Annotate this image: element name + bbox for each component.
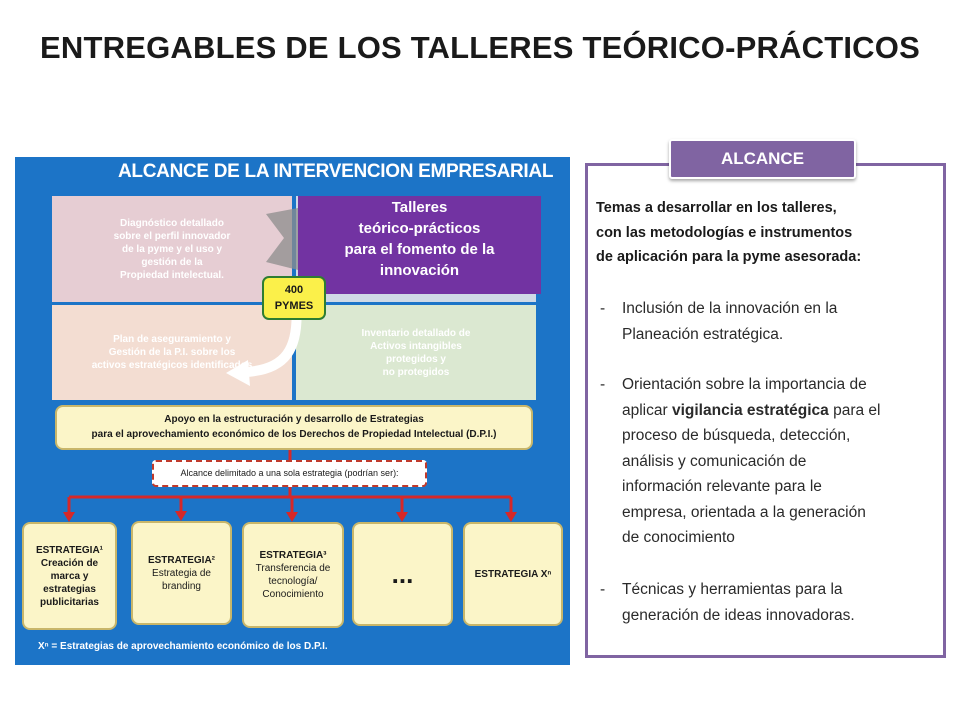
strategy-line: branding — [162, 580, 201, 592]
arrow-head-icon — [505, 512, 517, 522]
pymes-label: PYMES — [274, 300, 314, 312]
strategy-card — [463, 522, 563, 626]
panel-intro — [596, 196, 941, 270]
arrow-head-icon — [396, 512, 408, 522]
strategy-title: ESTRATEGIA² — [147, 554, 216, 566]
strategy-line: marca y — [50, 570, 89, 582]
figure-footer-note: Xⁿ = Estrategias de aprovechamiento económico de los D.P.I. — [38, 641, 328, 652]
cell-line: sobre el perfil innovador — [113, 230, 231, 242]
strategy-line: estrategias — [43, 583, 96, 595]
bullet-line: Orientación sobre la importancia de — [622, 376, 867, 393]
cell-line: gestión de la — [141, 256, 203, 268]
bullet-line: generación de ideas innovadoras. — [622, 606, 855, 624]
strategy-line: Conocimiento — [262, 589, 324, 600]
strategy-line: Estrategia de — [152, 567, 211, 579]
bullet-text: para el — [828, 401, 881, 419]
bullet-line: información relevante para le — [622, 478, 822, 495]
bullet-line — [600, 398, 940, 424]
arrow-head-icon — [63, 512, 75, 522]
cell-line: Diagnóstico detallado — [120, 217, 224, 229]
apoyo-line: Apoyo en la estructuración y desarrollo de Estrategias — [164, 414, 424, 425]
strategy-line: tecnología/ — [268, 576, 318, 587]
alcance-delimitado-box: Alcance delimitado a una sola estrategia (podrían ser): — [152, 460, 427, 487]
bullet-item — [600, 577, 940, 628]
intro-line: Temas a desarrollar en los talleres, — [596, 200, 837, 216]
strategy-card — [131, 521, 232, 625]
bullet-item — [600, 372, 940, 551]
bullet-line: empresa, orientada a la generación — [622, 503, 866, 521]
cell-line: de la pyme y el uso y — [121, 243, 223, 255]
apoyo-line: para el aprovechamiento económico de los Derechos de Propiedad Intelectual (D.P.I.) — [91, 429, 497, 440]
cell-line: no protegidos — [382, 366, 450, 378]
cell-line: activos estratégicos identificados — [91, 360, 253, 371]
strategy-title: ESTRATEGIA³ — [259, 550, 327, 561]
cell-line: Activos intangibles — [370, 340, 462, 352]
strategy-line: Creación de — [40, 557, 99, 569]
pymes-count: 400 — [284, 284, 304, 296]
bullet-item — [600, 296, 940, 347]
arrow-head-icon — [286, 512, 298, 522]
bullet-line: análisis y comunicación de — [622, 452, 807, 470]
strategy-card — [22, 522, 117, 630]
bullet-line: Inclusión de la innovación en la — [622, 300, 838, 317]
cell-line: Propiedad intelectual. — [120, 269, 224, 281]
strategy-title: ESTRATEGIA¹ — [35, 544, 104, 556]
bullet-line: proceso de búsqueda, detección, — [622, 427, 851, 444]
alcance-tab: ALCANCE — [669, 139, 856, 179]
strategy-card — [352, 522, 453, 626]
arrow-head-icon — [175, 511, 187, 521]
strategy-title: ESTRATEGIA Xⁿ — [474, 568, 552, 580]
bullet-text: aplicar — [622, 401, 672, 419]
bullet-dash: - — [600, 376, 606, 393]
strategy-line: Transferencia de — [255, 563, 331, 574]
cell-line: Inventario detallado de — [361, 327, 471, 339]
bullet-dash: - — [600, 581, 606, 598]
talleres-line: Talleres — [391, 199, 448, 216]
talleres-line: teórico-prácticos — [358, 220, 481, 237]
talleres-line: para el fomento de la — [344, 241, 495, 258]
figure-header: ALCANCE DE LA INTERVENCION EMPRESARIAL — [118, 161, 554, 182]
highlight-text: vigilancia estratégica — [671, 401, 829, 419]
cell-line: Gestión de la P.I. sobre los — [108, 347, 236, 358]
talleres-line: innovación — [379, 262, 460, 279]
cell-line: Plan de aseguramiento y — [113, 334, 231, 345]
strategy-ellipsis: ... — [391, 559, 414, 589]
strategy-line: publicitarias — [40, 596, 99, 608]
page-title: ENTREGABLES DE LOS TALLERES TEÓRICO-PRÁCTICOS — [40, 30, 920, 65]
strategy-card — [242, 522, 344, 628]
cell-line: protegidos y — [385, 353, 446, 365]
intro-line: con las metodologías e instrumentos — [596, 224, 853, 241]
intro-line: de aplicación para la pyme asesorada: — [596, 249, 862, 265]
bullet-line: Técnicas y herramientas para la — [622, 581, 843, 598]
bullet-line: Planeación estratégica. — [622, 325, 784, 343]
bullet-line: de conocimiento — [622, 529, 735, 546]
bullet-dash: - — [600, 300, 606, 317]
